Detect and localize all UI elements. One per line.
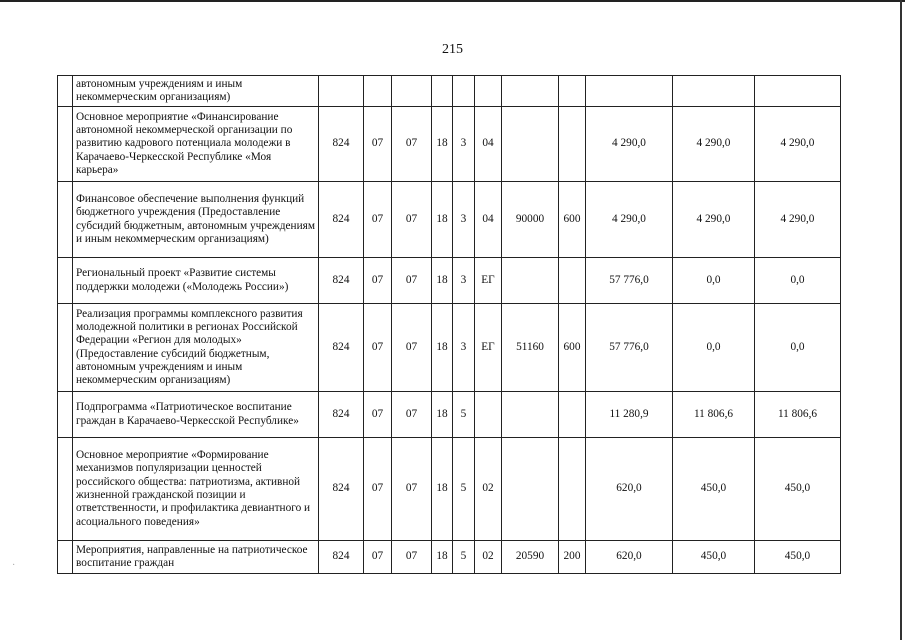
table-row — [58, 438, 841, 541]
amount-year2-cell: 4 290,0 — [673, 107, 755, 182]
expense-type-cell — [559, 107, 586, 182]
item-name-cell: Подпрограмма «Патриотическое воспитание граждан в Карачаево-Черкесской Республике» — [73, 392, 319, 438]
amount-year3-cell: 11 806,6 — [755, 392, 841, 438]
row-marker-cell — [58, 438, 73, 541]
section-cell: 07 — [364, 392, 392, 438]
table-row — [58, 304, 841, 392]
page-number: 215 — [442, 42, 463, 57]
ministry-code-cell: 824 — [319, 392, 364, 438]
item-name-cell: Основное мероприятие «Финансирование автономной некоммерческой организации по развитию кадрового потенциала молодежи в Карачаево-Черкесской Республике «Моя карьера» — [73, 107, 319, 182]
subprogram-cell: 3 — [453, 304, 475, 392]
section-cell: 07 — [364, 107, 392, 182]
ministry-code-cell: 824 — [319, 107, 364, 182]
item-name-cell: Мероприятия, направленные на патриотическое воспитание граждан — [73, 541, 319, 574]
direction-cell — [502, 107, 559, 182]
program-cell: 18 — [432, 438, 453, 541]
row-marker-cell — [58, 541, 73, 574]
event-cell — [475, 76, 502, 107]
direction-cell — [502, 438, 559, 541]
amount-year3-cell: 4 290,0 — [755, 182, 841, 258]
row-marker-cell — [58, 304, 73, 392]
subprogram-cell — [453, 76, 475, 107]
amount-year1-cell — [586, 76, 673, 107]
amount-year2-cell: 0,0 — [673, 258, 755, 304]
item-name-cell: Финансовое обеспечение выполнения функций бюджетного учреждения (Предоставление субсидий бюджетным, автономным учреждениям и иным некоммерческим организациям) — [73, 182, 319, 258]
amount-year2-cell: 450,0 — [673, 541, 755, 574]
amount-year1-cell: 11 280,9 — [586, 392, 673, 438]
subsection-cell: 07 — [392, 304, 432, 392]
subprogram-cell: 5 — [453, 392, 475, 438]
ministry-code-cell: 824 — [319, 438, 364, 541]
section-cell: 07 — [364, 438, 392, 541]
event-cell: 04 — [475, 107, 502, 182]
ministry-code-cell: 824 — [319, 541, 364, 574]
section-cell: 07 — [364, 258, 392, 304]
item-name-cell: Реализация программы комплексного развития молодежной политики в регионах Российской Федерации «Регион для молодых» (Предоставление субсидий бюджетным, автономным учреждениям и иным некоммерческим организациям) — [73, 304, 319, 392]
table-row — [58, 541, 841, 574]
amount-year2-cell: 11 806,6 — [673, 392, 755, 438]
amount-year1-cell: 4 290,0 — [586, 182, 673, 258]
amount-year1-cell: 57 776,0 — [586, 304, 673, 392]
subprogram-cell: 5 — [453, 541, 475, 574]
event-cell: 04 — [475, 182, 502, 258]
table-row — [58, 107, 841, 182]
ministry-code-cell — [319, 76, 364, 107]
amount-year1-cell: 620,0 — [586, 541, 673, 574]
subprogram-cell: 3 — [453, 107, 475, 182]
subsection-cell: 07 — [392, 107, 432, 182]
direction-cell — [502, 392, 559, 438]
table-row — [58, 258, 841, 304]
program-cell: 18 — [432, 258, 453, 304]
amount-year2-cell: 450,0 — [673, 438, 755, 541]
program-cell: 18 — [432, 392, 453, 438]
section-cell: 07 — [364, 541, 392, 574]
section-cell — [364, 76, 392, 107]
subprogram-cell: 5 — [453, 438, 475, 541]
amount-year3-cell: 0,0 — [755, 304, 841, 392]
item-name-cell: Региональный проект «Развитие системы поддержки молодежи («Молодежь России») — [73, 258, 319, 304]
scan-margin-marks: · — [12, 560, 16, 571]
direction-cell: 51160 — [502, 304, 559, 392]
subprogram-cell: 3 — [453, 258, 475, 304]
direction-cell — [502, 76, 559, 107]
event-cell: ЕГ — [475, 258, 502, 304]
subsection-cell: 07 — [392, 438, 432, 541]
event-cell — [475, 392, 502, 438]
amount-year1-cell: 57 776,0 — [586, 258, 673, 304]
amount-year3-cell: 450,0 — [755, 541, 841, 574]
scan-top-border — [0, 0, 905, 5]
expense-type-cell — [559, 438, 586, 541]
section-cell: 07 — [364, 304, 392, 392]
expense-type-cell: 600 — [559, 304, 586, 392]
event-cell: 02 — [475, 438, 502, 541]
program-cell — [432, 76, 453, 107]
direction-cell: 20590 — [502, 541, 559, 574]
amount-year3-cell: 450,0 — [755, 438, 841, 541]
amount-year2-cell — [673, 76, 755, 107]
section-cell: 07 — [364, 182, 392, 258]
program-cell: 18 — [432, 182, 453, 258]
budget-table — [57, 75, 841, 574]
subsection-cell: 07 — [392, 392, 432, 438]
expense-type-cell — [559, 258, 586, 304]
amount-year1-cell: 620,0 — [586, 438, 673, 541]
subsection-cell: 07 — [392, 541, 432, 574]
expense-type-cell — [559, 76, 586, 107]
program-cell: 18 — [432, 304, 453, 392]
amount-year2-cell: 0,0 — [673, 304, 755, 392]
expense-type-cell — [559, 392, 586, 438]
item-name-cell: автономным учреждениям и иным некоммерческим организациям) — [73, 76, 319, 107]
ministry-code-cell: 824 — [319, 182, 364, 258]
expense-type-cell: 600 — [559, 182, 586, 258]
subsection-cell: 07 — [392, 182, 432, 258]
amount-year3-cell: 0,0 — [755, 258, 841, 304]
amount-year3-cell: 4 290,0 — [755, 107, 841, 182]
subprogram-cell: 3 — [453, 182, 475, 258]
row-marker-cell — [58, 258, 73, 304]
event-cell: 02 — [475, 541, 502, 574]
direction-cell: 90000 — [502, 182, 559, 258]
amount-year3-cell — [755, 76, 841, 107]
event-cell: ЕГ — [475, 304, 502, 392]
table-row — [58, 76, 841, 107]
row-marker-cell — [58, 392, 73, 438]
item-name-cell: Основное мероприятие «Формирование механизмов популяризации ценностей российского общества: патриотизма, активной жизненной гражданской позиции и ответственности, и профилактика девиантного и асоциального поведения» — [73, 438, 319, 541]
row-marker-cell — [58, 182, 73, 258]
table-row — [58, 182, 841, 258]
program-cell: 18 — [432, 541, 453, 574]
scan-right-border — [900, 0, 902, 640]
table-row — [58, 392, 841, 438]
amount-year2-cell: 4 290,0 — [673, 182, 755, 258]
program-cell: 18 — [432, 107, 453, 182]
ministry-code-cell: 824 — [319, 304, 364, 392]
row-marker-cell — [58, 107, 73, 182]
table-body — [58, 76, 841, 574]
direction-cell — [502, 258, 559, 304]
amount-year1-cell: 4 290,0 — [586, 107, 673, 182]
row-marker-cell — [58, 76, 73, 107]
expense-type-cell: 200 — [559, 541, 586, 574]
ministry-code-cell: 824 — [319, 258, 364, 304]
subsection-cell — [392, 76, 432, 107]
subsection-cell: 07 — [392, 258, 432, 304]
